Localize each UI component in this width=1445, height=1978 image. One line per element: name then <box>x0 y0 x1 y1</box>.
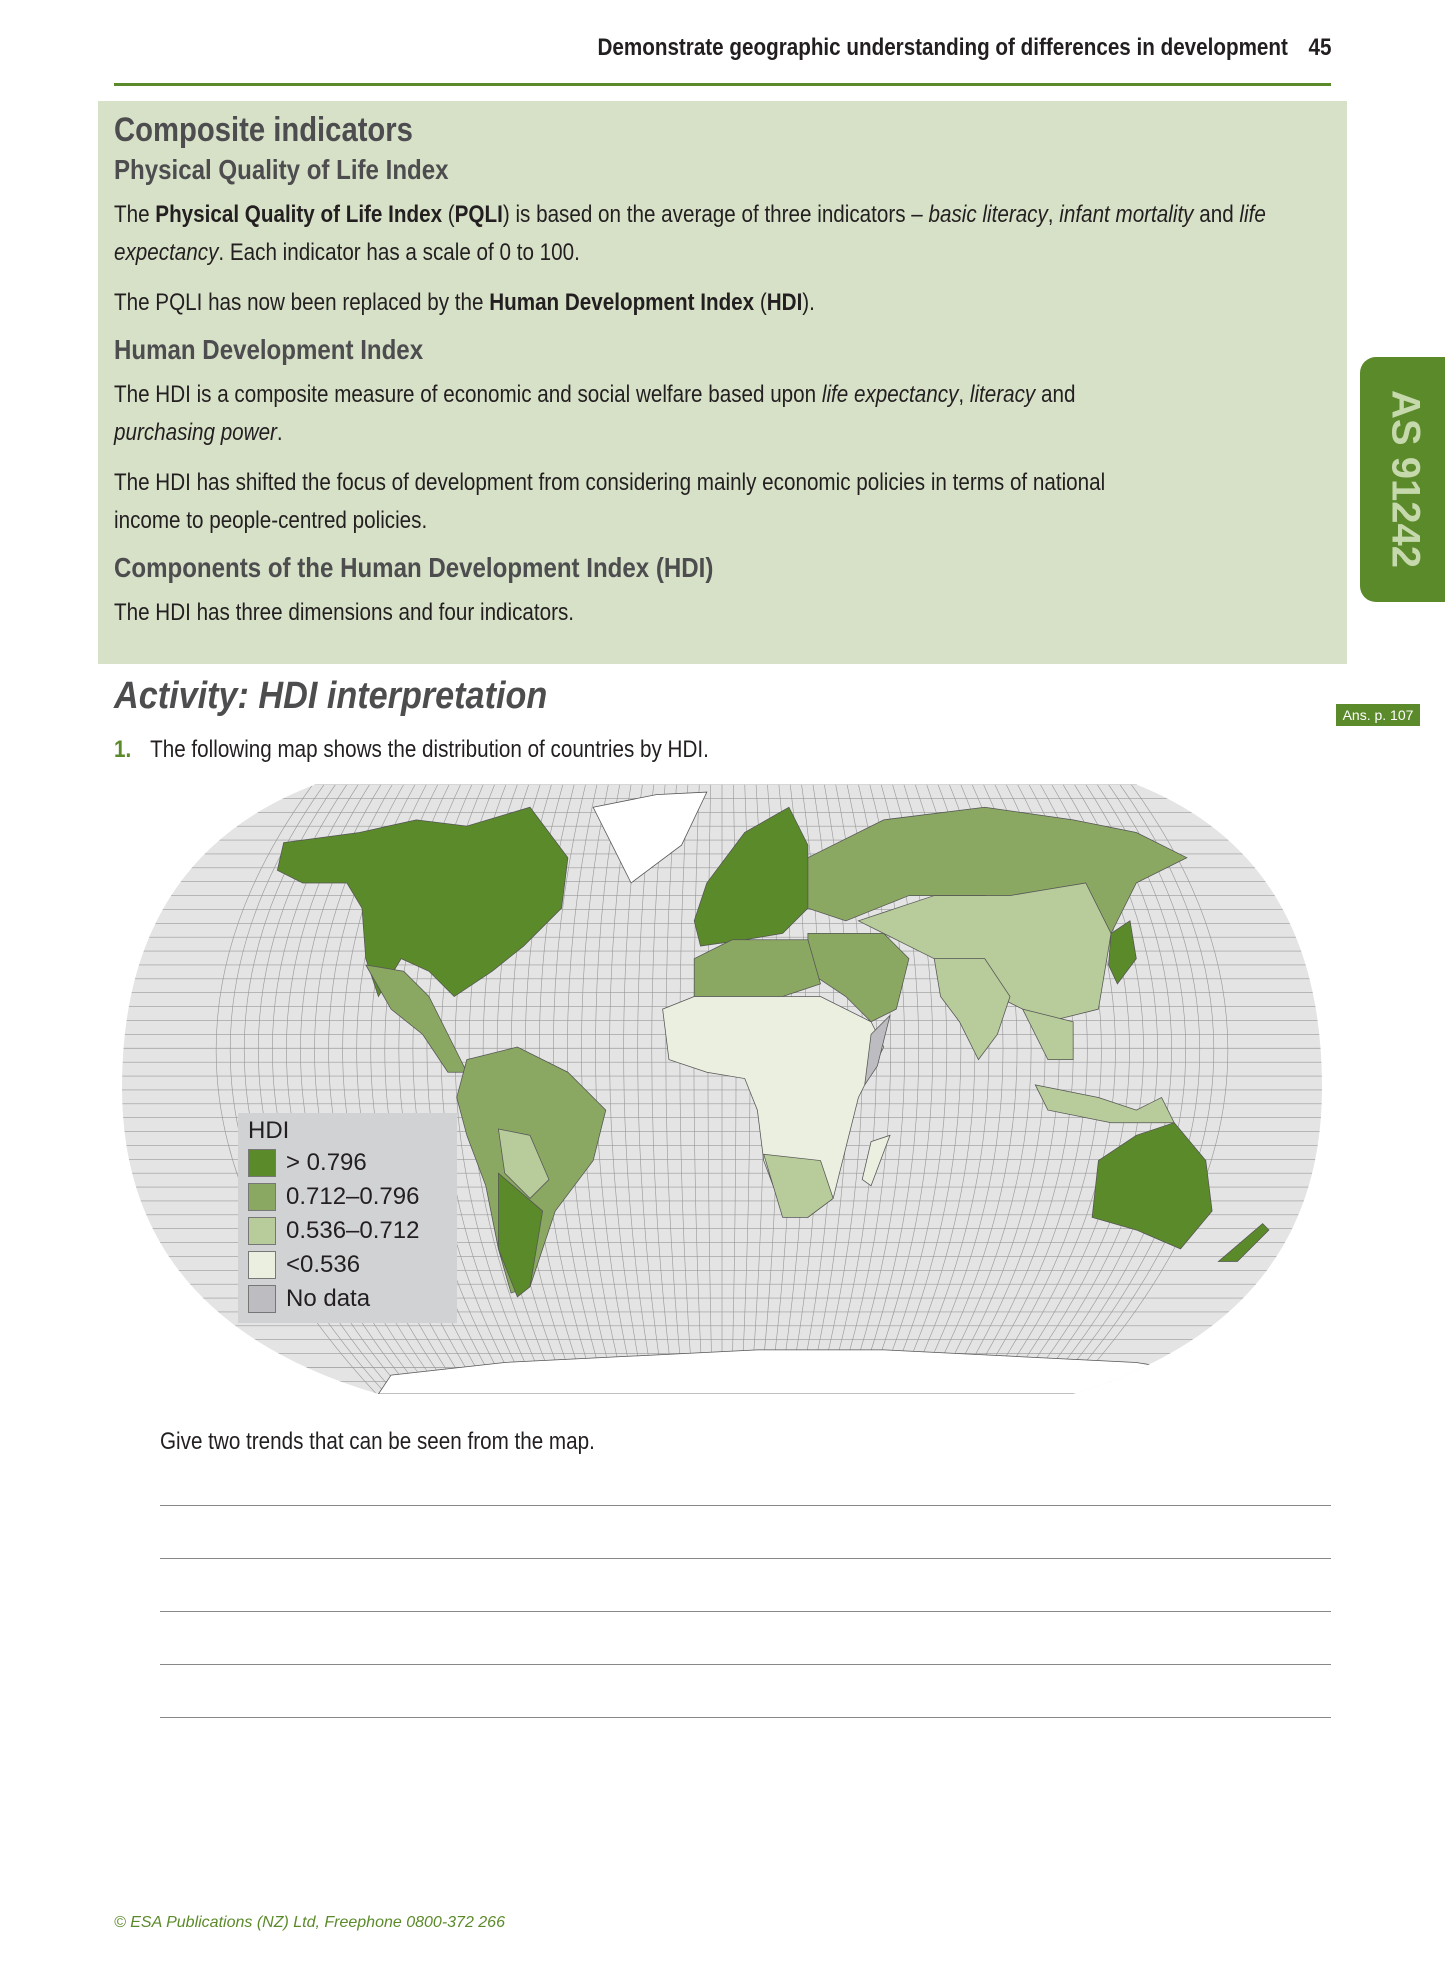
legend-item: <0.536 <box>248 1251 360 1279</box>
map-legend <box>238 1113 457 1323</box>
page-number: 45 <box>1308 34 1331 61</box>
answer-line[interactable] <box>160 1664 1331 1665</box>
heading-hdi: Human Development Index <box>114 334 424 365</box>
standard-tab-label: AS 91242 <box>1383 390 1428 568</box>
paragraph-replaced: The PQLI has now been replaced by the Human Development Index (HDI). <box>114 289 815 316</box>
info-box <box>98 101 1347 664</box>
header-rule <box>114 83 1331 86</box>
standard-tab <box>1360 357 1445 602</box>
trends-prompt: Give two trends that can be seen from the map. <box>160 1428 595 1455</box>
paragraph-dimensions: The HDI has three dimensions and four indicators. <box>114 599 575 626</box>
heading-composite: Composite indicators <box>114 111 413 149</box>
paragraph-hdi: The HDI is a composite measure of economic and social welfare based upon life expectancy, literacy and purchasing power. <box>114 381 1076 446</box>
legend-item: > 0.796 <box>248 1149 367 1177</box>
legend-swatch <box>248 1285 276 1313</box>
answer-line[interactable] <box>160 1717 1331 1718</box>
legend-swatch <box>248 1251 276 1279</box>
question-number: 1. <box>114 736 132 763</box>
question-text: The following map shows the distribution of countries by HDI. <box>150 736 709 763</box>
answer-line[interactable] <box>160 1505 1331 1506</box>
answer-page-badge: Ans. p. 107 <box>1336 704 1420 726</box>
running-header <box>597 34 1331 62</box>
question-1 <box>114 736 709 764</box>
paragraph-shift: The HDI has shifted the focus of development from considering mainly economic policies in terms of national income to people-centred policies. <box>114 469 1106 534</box>
answer-line[interactable] <box>160 1558 1331 1559</box>
footer-copyright: © ESA Publications (NZ) Ltd, Freephone 0800-372 266 <box>114 1914 505 1931</box>
legend-swatch <box>248 1149 276 1177</box>
activity-title: Activity: HDI interpretation <box>114 675 548 717</box>
legend-item: No data <box>248 1285 370 1313</box>
header-title: Demonstrate geographic understanding of differences in development <box>596 34 1288 61</box>
legend-swatch <box>248 1183 276 1211</box>
paragraph-pqli: The Physical Quality of Life Index (PQLI) is based on the average of three indicators – basic literacy, infant mortality and life expectancy. Each indicator has a scale of 0 to 100. <box>114 201 1266 266</box>
legend-item: 0.536–0.712 <box>248 1217 419 1245</box>
heading-pqli: Physical Quality of Life Index <box>114 154 449 185</box>
legend-swatch <box>248 1217 276 1245</box>
heading-components: Components of the Human Development Index (HDI) <box>114 552 714 583</box>
legend-title: HDI <box>248 1117 290 1144</box>
answer-line[interactable] <box>160 1611 1331 1612</box>
legend-item: 0.712–0.796 <box>248 1183 419 1211</box>
